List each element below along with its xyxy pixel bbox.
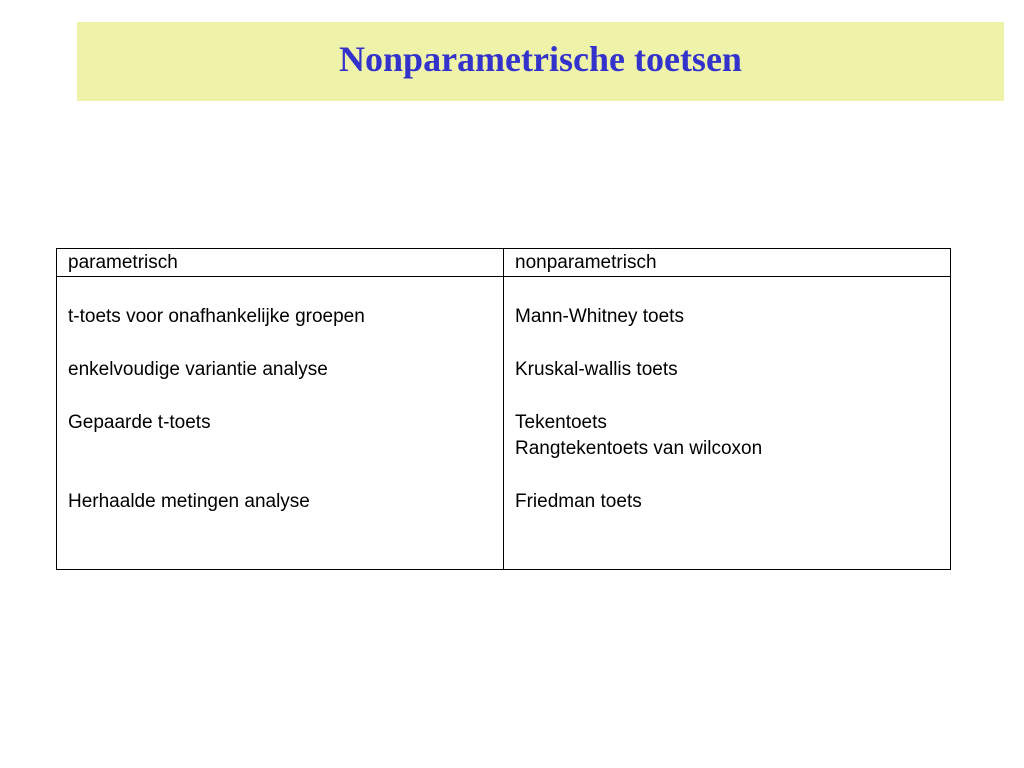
slide-title: Nonparametrische toetsen <box>339 38 742 79</box>
header-parametric: parametrisch <box>68 252 178 273</box>
cell-nonparametric-4: Friedman toets <box>515 491 642 512</box>
cell-nonparametric-2: Kruskal-wallis toets <box>515 359 678 380</box>
title-banner <box>77 22 1004 101</box>
comparison-table <box>56 248 951 570</box>
cell-nonparametric-3a: Tekentoets <box>515 412 607 433</box>
cell-nonparametric-1: Mann-Whitney toets <box>515 306 684 327</box>
cell-nonparametric-3b: Rangtekentoets van wilcoxon <box>515 438 763 459</box>
cell-parametric-1: t-toets voor onafhankelijke groepen <box>68 306 365 327</box>
cell-parametric-2: enkelvoudige variantie analyse <box>68 359 328 380</box>
header-nonparametric: nonparametrisch <box>515 252 657 273</box>
cell-parametric-4: Herhaalde metingen analyse <box>68 491 310 512</box>
cell-parametric-3: Gepaarde t-toets <box>68 412 211 433</box>
header-divider <box>57 276 950 277</box>
column-divider <box>503 249 504 569</box>
